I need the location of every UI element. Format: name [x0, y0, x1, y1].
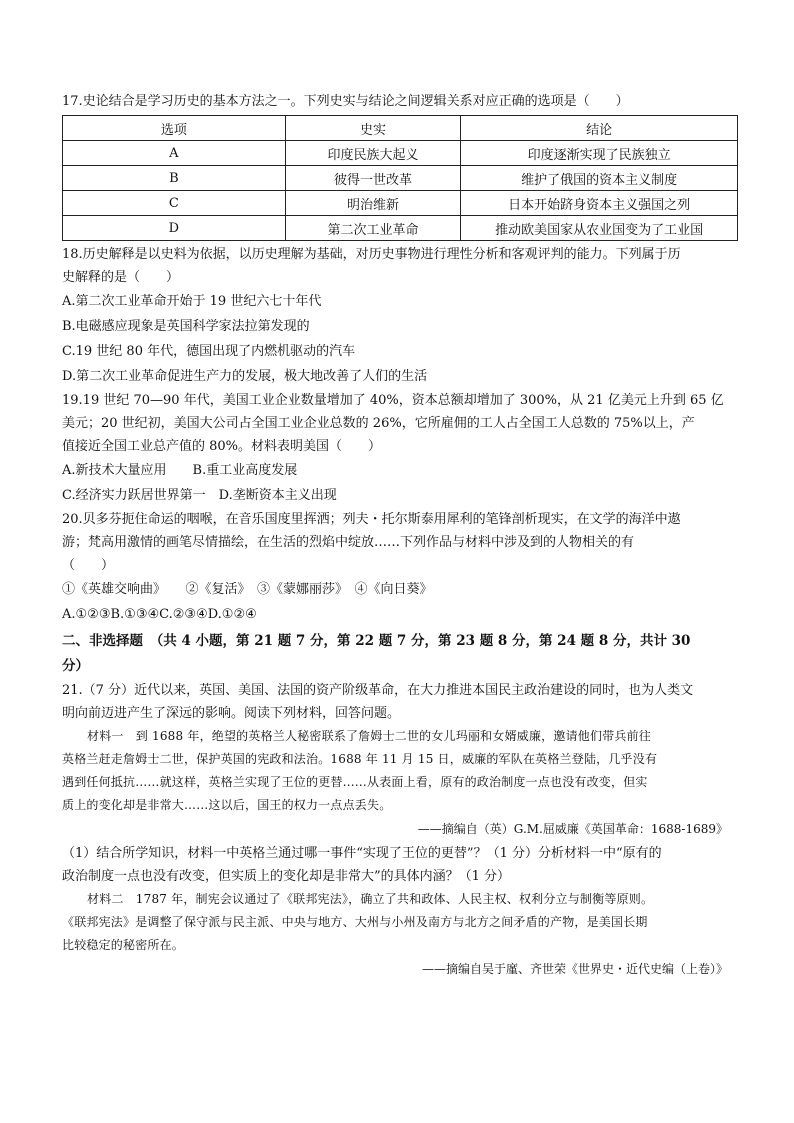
material-two-line: 材料二 1787 年，制宪会议通过了《联邦宪法》，确立了共和政体、人民主权、权利分立与制衡等原则。	[87, 892, 654, 906]
q20-stem-line: 游；梵高用激情的画笔尽情描绘，在生活的烈焰中绽放……下列作品与材料中涉及到的人物相关的有	[62, 535, 635, 550]
table-cell: 日本开始跻身资本主义强国之列	[461, 191, 738, 216]
q20-works: ①《英雄交响曲》 ②《复活》 ③《蒙娜丽莎》 ④《向日葵》	[62, 582, 433, 597]
section-heading: 二、非选择题 （共 4 小题，第 21 题 7 分，第 22 题 7 分，第 23 题 8 分，第 24 题 8 分，共计 30	[62, 633, 691, 649]
table-row	[63, 216, 738, 241]
material-one-line: 英格兰赶走詹姆士二世，保护英国的宪政和法治。1688 年 11 月 15 日，威廉的军队在英格兰登陆，几乎没有	[62, 752, 658, 766]
section-heading-cont: 分）	[62, 658, 89, 674]
q18-option-a: A.第二次工业革命开始于 19 世纪六七十年代	[62, 294, 322, 309]
q18-stem-line: 18.历史解释是以史料为依据，以历史理解为基础，对历史事物进行理性分析和客观评判的能力。下列属于历	[62, 247, 681, 262]
material-one-line: 质上的变化却是非常大……这以后，国王的权力一点点丢失。	[62, 798, 392, 812]
q18-option-b: B.电磁感应现象是英国科学家法拉第发现的	[62, 319, 310, 334]
material-two-source: ——摘编自吴于廑、齐世荣《世界史・近代史编（上卷）》	[421, 962, 728, 976]
q18-option-d: D.第二次工业革命促进生产力的发展，极大地改善了人们的生活	[62, 369, 428, 384]
table-row	[63, 166, 738, 191]
table-header: 选项	[63, 116, 286, 141]
q20-choices: A.①②③B.①③④C.②③④D.①②④	[62, 607, 257, 622]
material-one-source: ——摘编自（英）G.M.屈威廉《英国革命：1688-1689》	[417, 822, 728, 836]
table-cell: 彼得一世改革	[285, 166, 461, 191]
q21-intro-line: 21.（7 分）近代以来，英国、美国、法国的资产阶级革命，在大力推进本国民主政治建设的同时，也为人类文	[62, 683, 694, 698]
table-cell: B	[63, 166, 286, 191]
table-header-row	[63, 116, 738, 141]
q21-sub1-line: （1）结合所学知识，材料一中英格兰通过哪一事件“实现了王位的更替”？（1 分）分析材料一中“原有的	[62, 846, 662, 861]
table-header: 结论	[461, 116, 738, 141]
material-two-line: 比较稳定的秘密所在。	[62, 938, 185, 952]
q21-sub1-line: 政治制度一点也没有改变，但实质上的变化却是非常大”的具体内涵？（1 分）	[62, 869, 511, 884]
table-cell: 明治维新	[285, 191, 461, 216]
table-row	[63, 141, 738, 166]
q20-stem-line: （ ）	[62, 558, 115, 573]
q19-options-ab: A.新技术大量应用 B.重工业高度发展	[62, 463, 298, 478]
q19-stem-line: 19.19 世纪 70—90 年代，美国工业企业数量增加了 40%，资本总额却增加了 300%，从 21 亿美元上升到 65 亿	[62, 393, 724, 408]
exam-content	[62, 90, 738, 982]
table-cell: 维护了俄国的资本主义制度	[461, 166, 738, 191]
q18-option-c: C.19 世纪 80 年代，德国出现了内燃机驱动的汽车	[62, 344, 356, 359]
material-two-line: 《联邦宪法》是调整了保守派与民主派、中央与地方、大州与小州及南方与北方之间矛盾的产物，是美国长期	[62, 915, 648, 929]
table-cell: A	[63, 141, 286, 166]
q19-stem-line: 美元；20 世纪初，美国大公司占全国工业企业总数的 26%，它所雇佣的工人占全国工人总数的 75%以上，产	[62, 416, 695, 431]
table-cell: 印度民族大起义	[285, 141, 461, 166]
material-one-line: 材料一 到 1688 年，绝望的英格兰人秘密联系了詹姆士二世的女儿玛丽和女婿威廉，邀请他们带兵前往	[87, 729, 651, 743]
material-one-line: 遇到任何抵抗……就这样，英格兰实现了王位的更替……从表面上看，原有的政治制度一点也没有改变，但实	[62, 775, 648, 789]
table-cell: 印度逐渐实现了民族独立	[461, 141, 738, 166]
table-header: 史实	[285, 116, 461, 141]
q17-table	[62, 115, 738, 241]
q17-stem: 17.史论结合是学习历史的基本方法之一。下列史实与结论之间逻辑关系对应正确的选项是（ ）	[62, 94, 629, 109]
table-row	[63, 191, 738, 216]
q18-stem-line: 史解释的是（ ）	[62, 270, 180, 285]
q19-stem-line: 值接近全国工业总产值的 80%。材料表明美国（ ）	[62, 439, 382, 454]
q19-options-cd: C.经济实力跃居世界第一 D.垄断资本主义出现	[62, 488, 337, 503]
q20-stem-line: 20.贝多芬扼住命运的咽喉，在音乐国度里挥洒；列夫・托尔斯泰用犀利的笔锋剖析现实，在文学的海洋中遨	[62, 512, 681, 527]
table-cell: 第二次工业革命	[285, 216, 461, 241]
table-cell: D	[63, 216, 286, 241]
table-cell: 推动欧美国家从农业国变为了工业国	[461, 216, 738, 241]
table-cell: C	[63, 191, 286, 216]
q21-intro-line: 明向前迈进产生了深远的影响。阅读下列材料，回答问题。	[62, 706, 401, 721]
